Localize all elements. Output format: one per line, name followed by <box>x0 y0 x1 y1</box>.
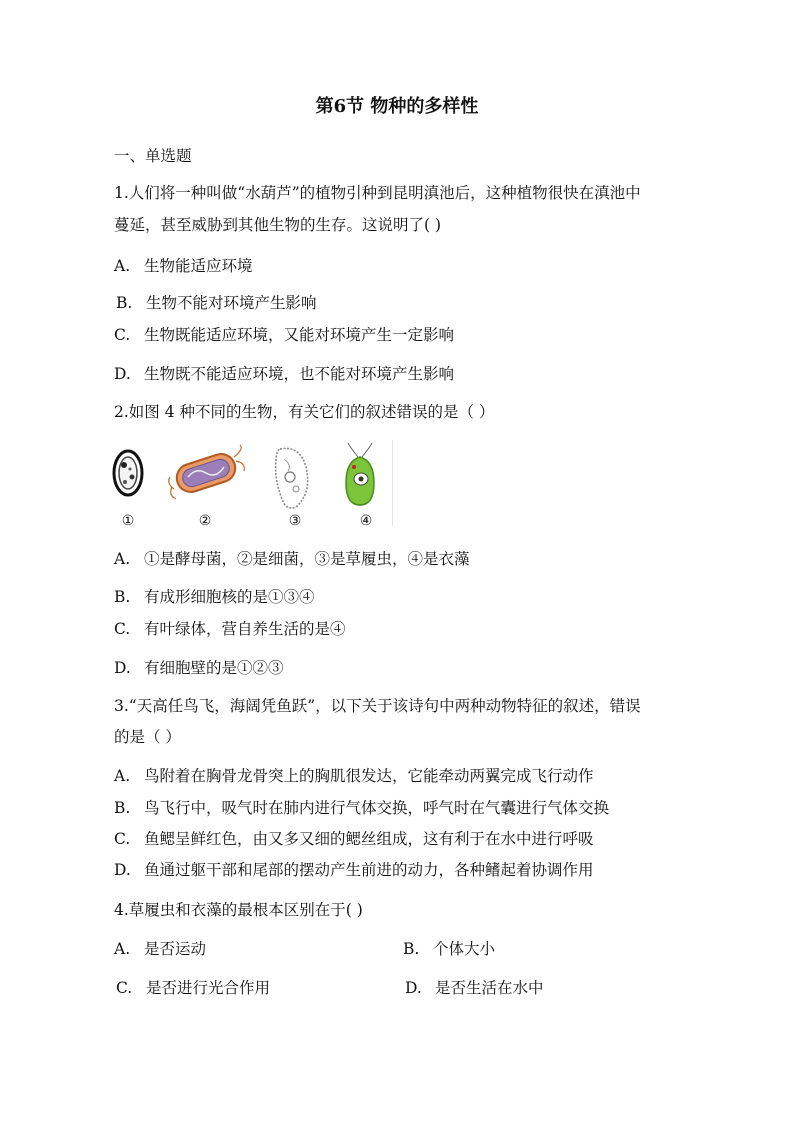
option-letter: B. <box>114 588 131 606</box>
bacterium-icon <box>166 443 246 503</box>
option-letter: B. <box>116 294 133 312</box>
option-letter: A. <box>114 257 131 275</box>
option-letter: D. <box>114 861 131 879</box>
option-text: 鱼通过躯干部和尾部的摆动产生前进的动力，各种鳍起着协调作用 <box>144 861 594 879</box>
q3-option-a <box>114 766 594 786</box>
q3-option-d <box>114 860 594 880</box>
figure-label-2: ② <box>198 513 212 529</box>
q2-option-c <box>114 619 346 639</box>
q4-stem: 4.草履虫和衣藻的最根本区别在于( ) <box>114 901 363 919</box>
q3-option-b <box>114 798 609 818</box>
option-letter: A. <box>114 940 131 958</box>
q1-option-b <box>116 293 317 313</box>
q4-option-b <box>403 939 495 959</box>
paramecium-figure <box>266 443 336 513</box>
q3-option-c <box>114 829 594 849</box>
section-heading: 一、单选题 <box>114 147 192 165</box>
option-text: ①是酵母菌，②是细菌，③是草履虫，④是衣藻 <box>144 550 470 568</box>
bacterium-figure <box>166 443 246 513</box>
q1-stem-line2: 蔓延，甚至威胁到其他生物的生存。这说明了( ) <box>114 216 442 234</box>
q2-option-a <box>114 549 470 569</box>
q4-option-a <box>114 939 206 959</box>
figure-label-1: ① <box>121 513 135 529</box>
q3-stem-line1: 3.“天高任鸟飞，海阔凭鱼跃”，以下关于该诗句中两种动物特征的叙述，错误 <box>114 697 641 715</box>
option-letter: B. <box>114 799 131 817</box>
option-text: 是否生活在水中 <box>435 979 544 997</box>
q3-stem-line2: 的是（ ） <box>114 728 181 746</box>
option-text: 生物不能对环境产生影响 <box>146 294 317 312</box>
page-title: 第6节 物种的多样性 <box>315 96 479 117</box>
chlamydomonas-icon <box>340 443 380 509</box>
option-letter: D. <box>114 659 131 677</box>
q4-option-c <box>116 978 270 998</box>
figure-divider <box>392 440 393 526</box>
chlamydomonas-figure <box>340 443 410 513</box>
q1-option-a <box>114 256 253 276</box>
q1-stem-line1: 1.人们将一种叫做“水葫芦”的植物引种到昆明滇池后，这种植物很快在滇池中 <box>114 184 641 202</box>
option-letter: D. <box>114 365 131 383</box>
option-text: 个体大小 <box>433 940 496 958</box>
option-text: 是否进行光合作用 <box>146 979 271 997</box>
q2-stem: 2.如图 4 种不同的生物，有关它们的叙述错误的是（ ） <box>114 403 495 421</box>
option-text: 有叶绿体，营自养生活的是④ <box>144 620 346 638</box>
option-text: 鸟附着在胸骨龙骨突上的胸肌很发达，它能牵动两翼完成飞行动作 <box>144 767 594 785</box>
paramecium-icon <box>266 443 316 513</box>
q1-option-d <box>114 364 454 384</box>
q4-option-d <box>405 978 544 998</box>
option-text: 生物能适应环境 <box>144 257 253 275</box>
option-text: 生物既能适应环境，又能对环境产生一定影响 <box>144 326 455 344</box>
option-text: 有细胞壁的是①②③ <box>144 659 284 677</box>
option-letter: A. <box>114 767 131 785</box>
q2-option-d <box>114 658 284 678</box>
q2-option-b <box>114 587 315 607</box>
option-letter: C. <box>114 620 131 638</box>
option-letter: D. <box>405 979 422 997</box>
option-text: 鱼鳃呈鲜红色，由又多又细的鳃丝组成，这有利于在水中进行呼吸 <box>144 830 594 848</box>
yeast-icon <box>108 443 148 503</box>
organism-figures <box>108 443 408 533</box>
option-text: 是否运动 <box>144 940 207 958</box>
option-text: 有成形细胞核的是①③④ <box>144 588 315 606</box>
option-letter: A. <box>114 550 131 568</box>
option-text: 生物既不能适应环境，也不能对环境产生影响 <box>144 365 455 383</box>
option-letter: C. <box>114 830 131 848</box>
option-letter: C. <box>116 979 133 997</box>
option-text: 鸟飞行中，吸气时在肺内进行气体交换，呼气时在气囊进行气体交换 <box>144 799 610 817</box>
option-letter: C. <box>114 326 131 344</box>
option-letter: B. <box>403 940 420 958</box>
q1-option-c <box>114 325 454 345</box>
figure-label-4: ④ <box>359 513 373 529</box>
figure-label-3: ③ <box>288 513 302 529</box>
